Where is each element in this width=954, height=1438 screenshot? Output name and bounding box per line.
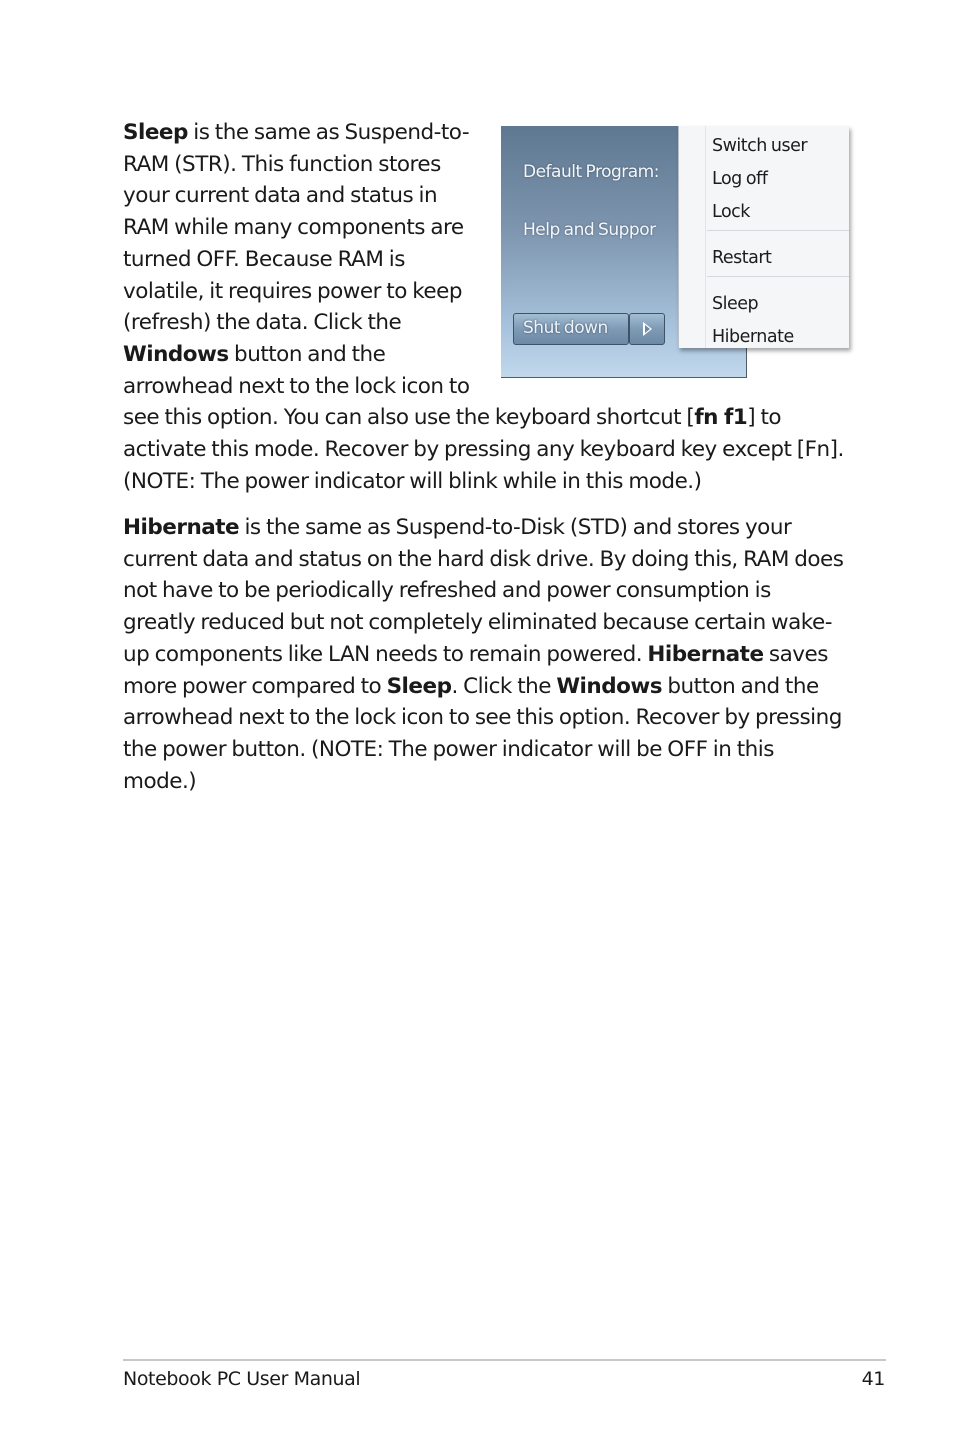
shutdown-arrow-button xyxy=(629,313,665,345)
windows-term-2: Windows xyxy=(556,673,663,699)
start-menu-screenshot xyxy=(501,126,849,378)
start-item-help-and-support: Help and Suppor xyxy=(523,220,656,240)
hibernate-term-2: Hibernate xyxy=(647,641,764,667)
start-item-default-programs: Default Program: xyxy=(523,162,659,182)
footer-divider xyxy=(123,1359,886,1361)
hibernate-paragraph: Hibernate is the same as Suspend-to-Disk (STD) and stores your current data and status on the hard disk drive. By doing this, RAM does not have to be periodically refreshed and power consumption is greatly reduced but not completely eliminated because certain wake-up components like LAN needs to remain powered. Hibernate saves more power compared to Sleep. Click the Windows button and the arrowhead next to the lock icon to see this option. Recover by pressing the power button. (NOTE: The power indicator will be OFF in this mode.) xyxy=(123,515,844,794)
shortcut-keys: fn f1 xyxy=(694,405,748,431)
footer-title: Notebook PC User Manual xyxy=(123,1368,361,1390)
sleep-paragraph: Default Program: Help and Suppor Shut down Switch user Log off Lock Restart Sleep Hibernate Sleep is the same as Suspend-to-RAM (STR). This function stores your current data and status in RAM while many components are turned OFF. Because RAM is volatile, it requires power to keep (refresh) the data. Click the Windows button and the arrowhead next to the lock icon to see this option. You can also use the keyboard shortcut [fn f1] to activate this mode. Recover by pressing any keyboard key except [Fn]. (NOTE: The power indicator will blink while in this mode.) xyxy=(123,117,845,497)
menu-item-restart: Restart xyxy=(712,248,772,268)
sleep-term-2: Sleep xyxy=(386,673,452,699)
menu-separator xyxy=(707,230,849,231)
menu-item-switch-user: Switch user xyxy=(712,136,808,156)
menu-item-sleep: Sleep xyxy=(712,294,759,314)
menu-item-lock: Lock xyxy=(712,202,750,222)
page-number: 41 xyxy=(861,1368,885,1390)
menu-separator xyxy=(707,276,849,277)
menu-item-hibernate: Hibernate xyxy=(712,327,794,347)
sleep-term: Sleep xyxy=(123,120,188,145)
menu-item-log-off: Log off xyxy=(712,169,768,189)
hibernate-term: Hibernate xyxy=(123,515,240,540)
power-options-menu xyxy=(678,126,849,348)
windows-term: Windows xyxy=(123,341,229,367)
shutdown-button: Shut down xyxy=(513,313,629,345)
